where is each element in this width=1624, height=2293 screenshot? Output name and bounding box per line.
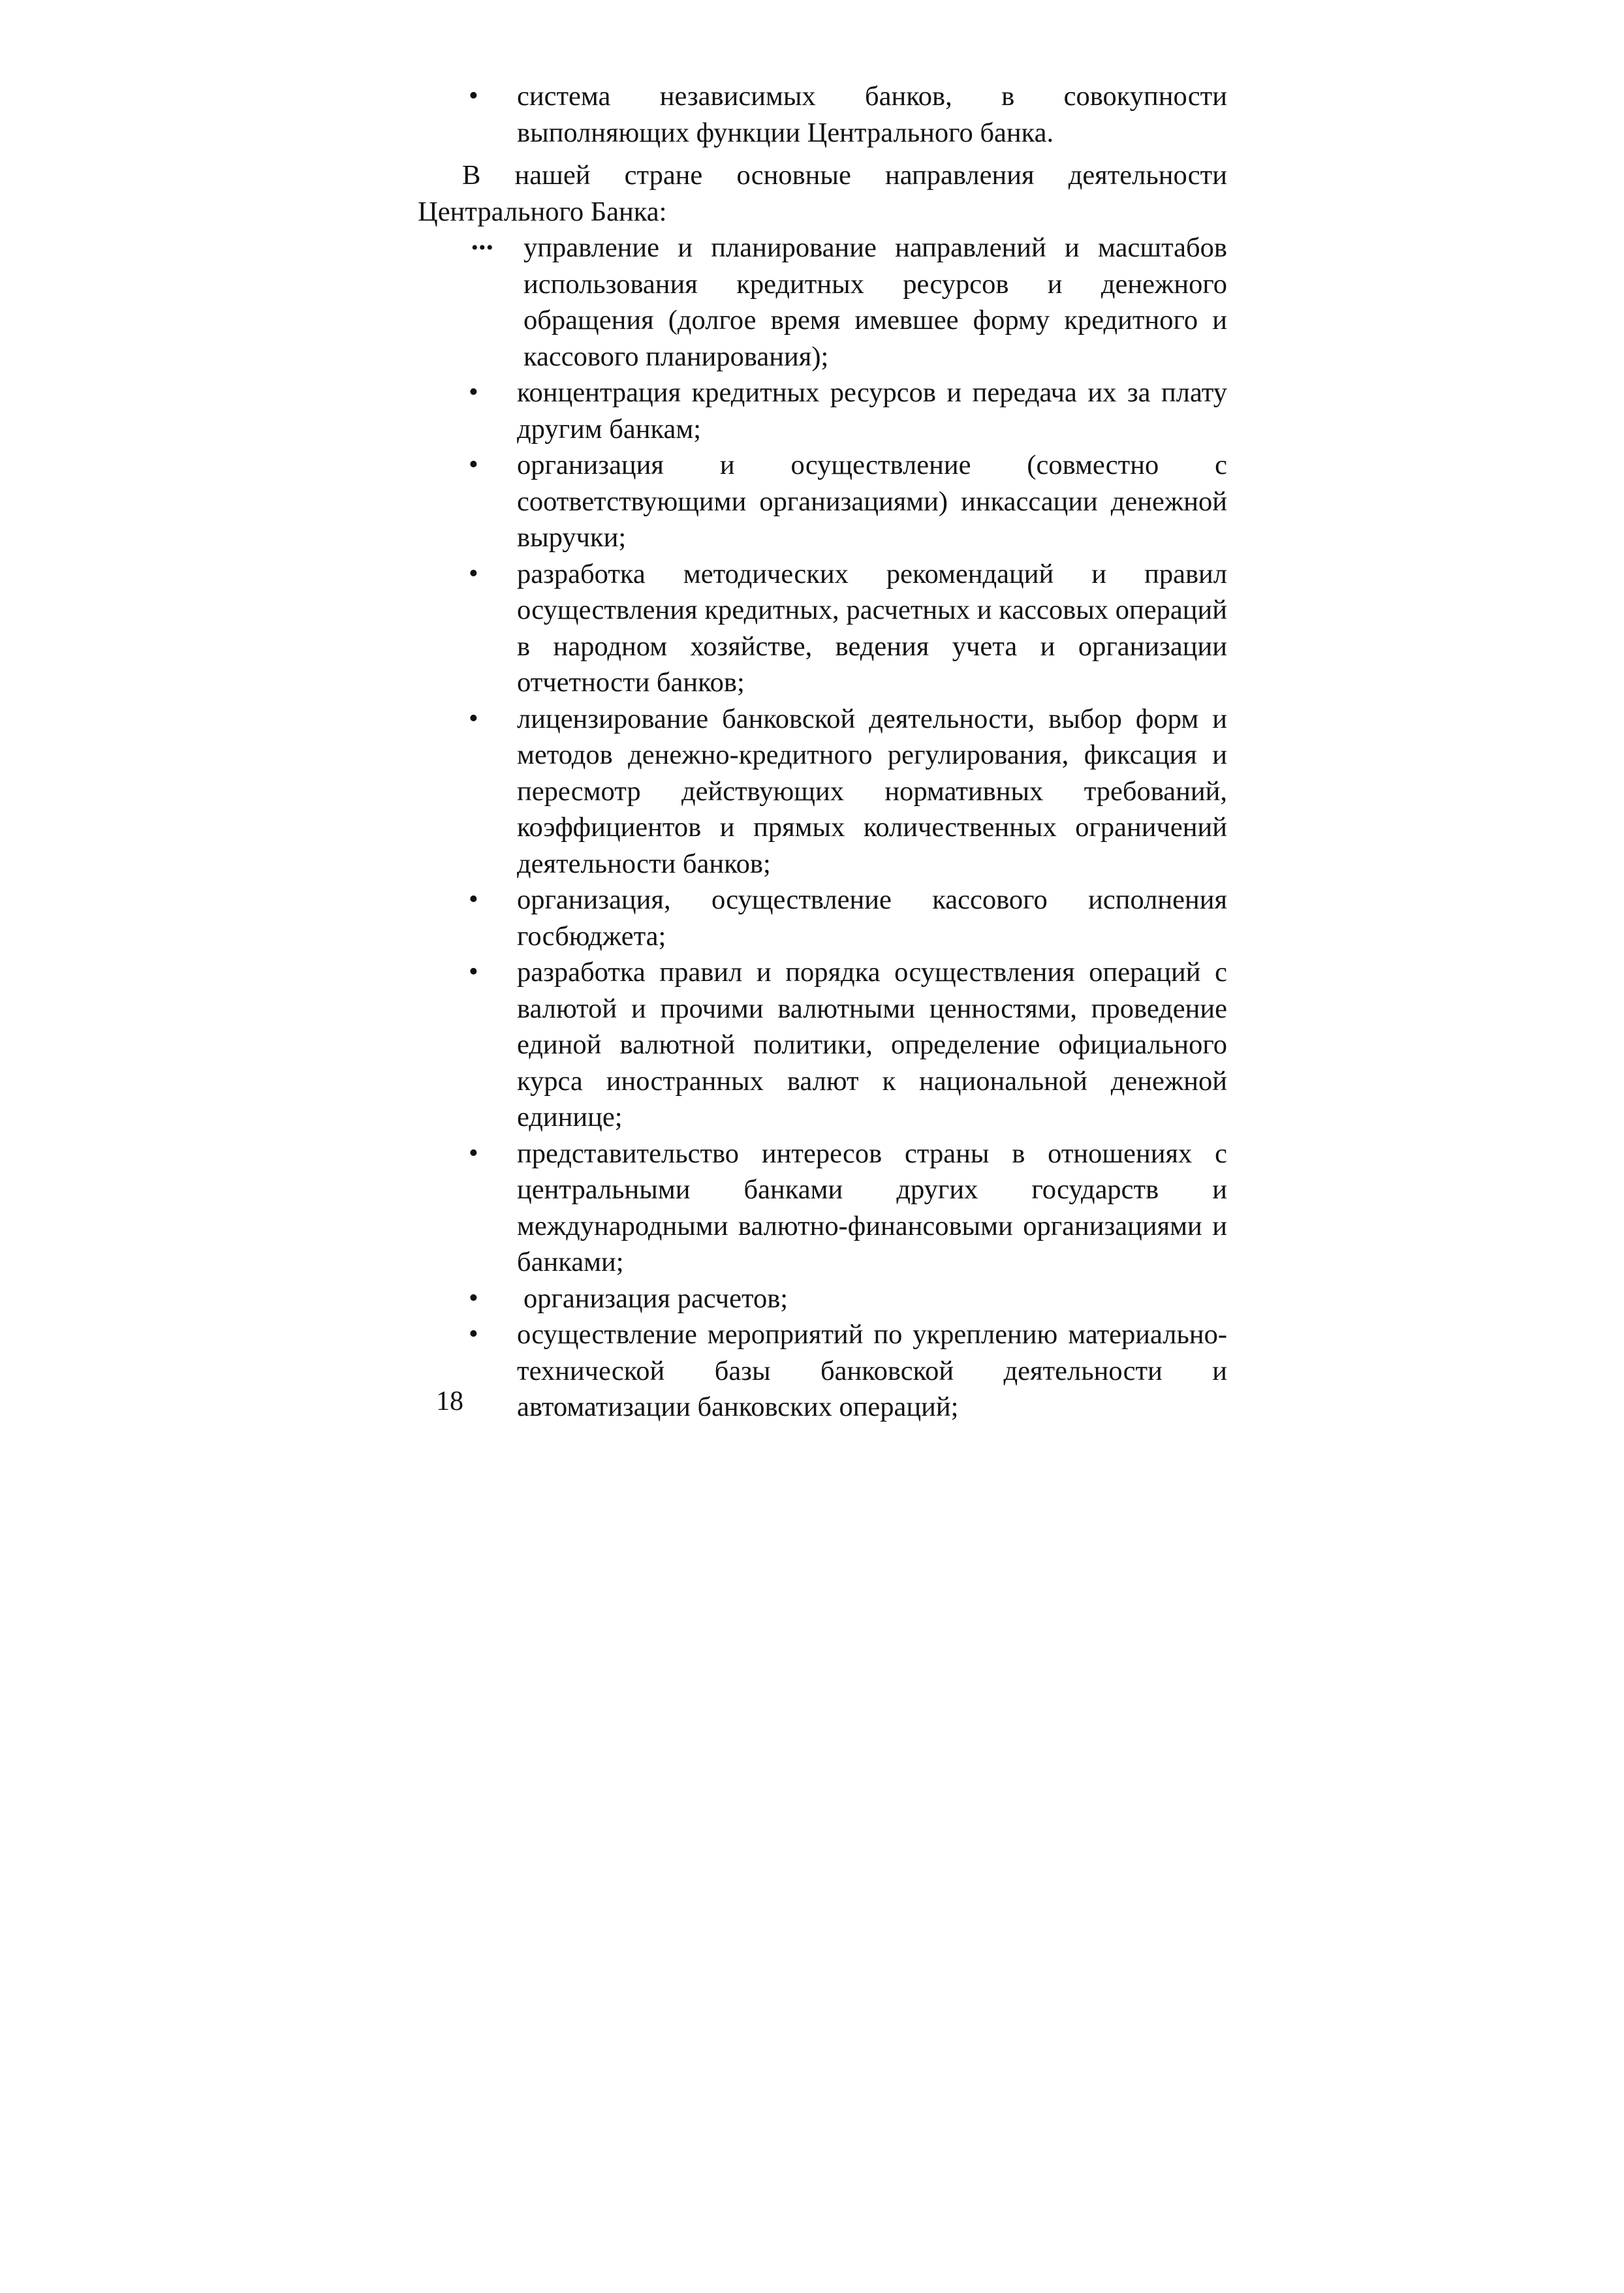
list-item-text: система независимых банков, в совокупности выполняющих функции Центрального банка. <box>517 81 1227 148</box>
list-item-text: организация и осуществление (совместно с соответствующими организациями) инкассации денежной выручки; <box>517 450 1227 553</box>
list-item-text: организация расчетов; <box>523 1283 789 1314</box>
list-item-text: концентрация кредитных ресурсов и передача их за плату другим банкам; <box>517 377 1227 445</box>
bullet-icon: • <box>469 884 478 914</box>
bullet-icon: • <box>469 1319 478 1349</box>
list-item <box>418 1317 1227 1426</box>
list-item <box>418 1136 1227 1281</box>
bullet-icon: • <box>469 450 478 480</box>
list-item-text: организация, осуществление кассового исполнения госбюджета; <box>517 884 1227 952</box>
list-item <box>418 78 1227 151</box>
list-item <box>418 375 1227 447</box>
list-item <box>418 1281 1227 1317</box>
list-item-text: разработка методических рекомендаций и правил осуществления кредитных, расчетных и кассовых операций в народном хозяйстве, ведения учета и организации отчетности банков; <box>517 558 1227 698</box>
main-text-column <box>418 78 1227 1426</box>
bullet-icon: • <box>469 1138 478 1168</box>
list-item <box>418 701 1227 882</box>
list-item <box>418 556 1227 701</box>
page-number: 18 <box>436 1386 463 1416</box>
list-item-text: представительство интересов страны в отношениях с центральными банками других государств и международными валютно-финансовыми организациями и банками; <box>517 1138 1227 1277</box>
intro-paragraph: В нашей стране основные направления деятельности Центрального Банка: <box>418 160 1227 227</box>
bullet-icon: • <box>469 558 478 589</box>
bullet-icon: • <box>469 957 478 987</box>
list-item-text: разработка правил и порядка осуществления операций с валютой и прочими валютными ценностями, проведение единой валютной политики, определение официального курса иностранных валют к национальной денежной единице; <box>517 957 1227 1132</box>
list-item <box>418 230 1227 375</box>
list-item <box>418 447 1227 556</box>
list-item-text: осуществление мероприятий по укреплению материально-технической базы банковской деятельности и автоматизации банковских операций; <box>517 1319 1227 1422</box>
bullet-icon: • <box>469 1283 478 1313</box>
list-item <box>418 954 1227 1136</box>
list-item-text: лицензирование банковской деятельности, выбор форм и методов денежно-кредитного регулирования, фиксация и пересмотр действующих нормативных требований, коэффициентов и прямых количественных ограничений деятельности банков; <box>517 703 1227 879</box>
bullet-icon: • <box>469 377 478 407</box>
bullet-icon: ••• <box>471 237 494 258</box>
bullet-icon: • <box>469 703 478 734</box>
bullet-icon: • <box>469 81 478 111</box>
list-item-text: управление и планирование направлений и масштабов использования кредитных ресурсов и денежного обращения (долгое время имевшее форму кредитного и кассового планирования); <box>523 232 1227 372</box>
list-item <box>418 882 1227 954</box>
